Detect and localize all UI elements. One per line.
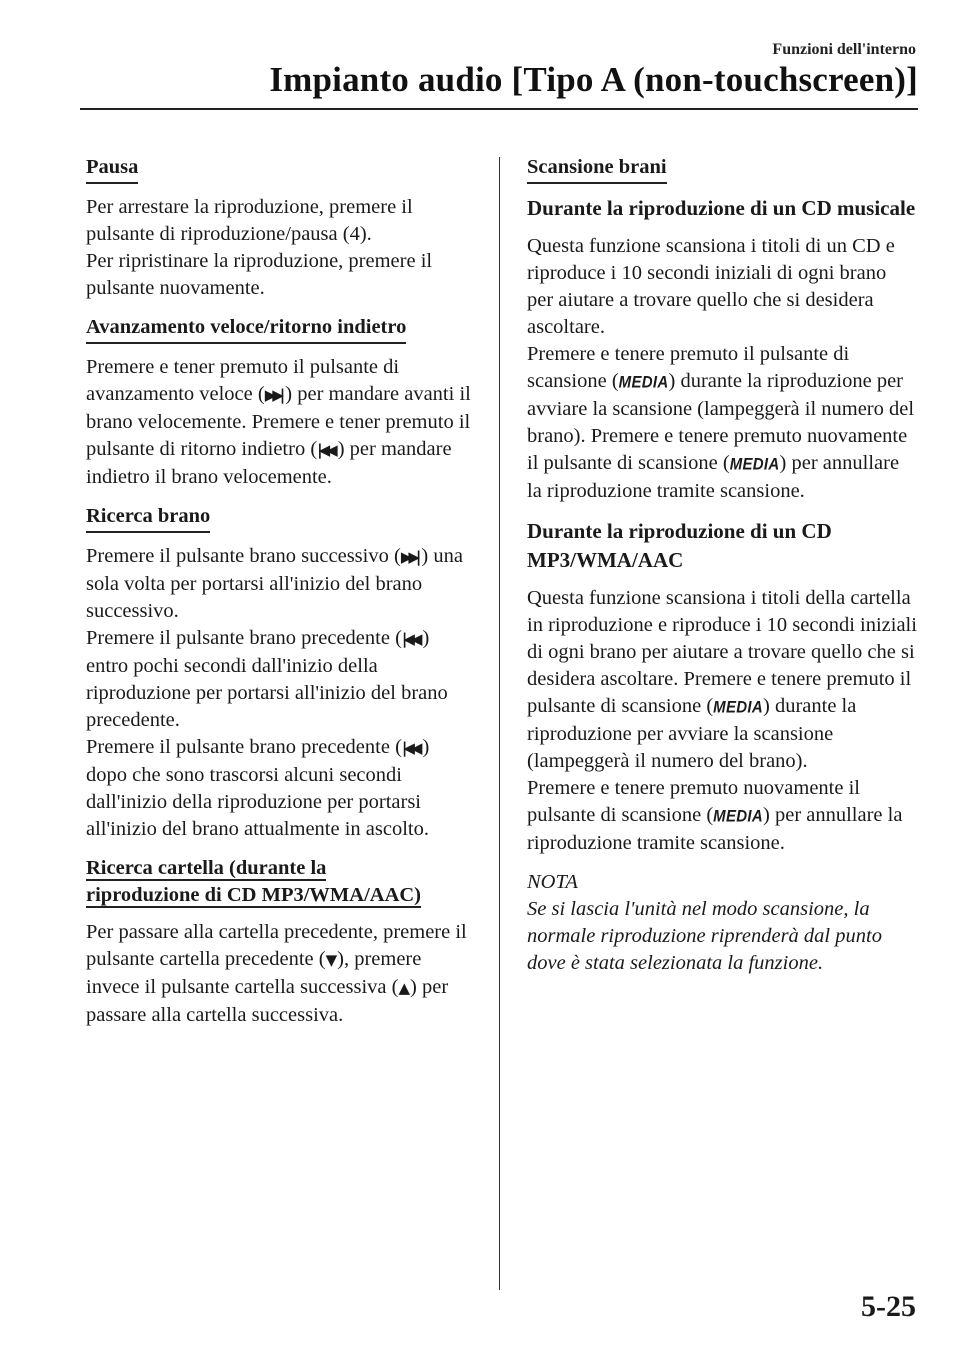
fast-forward-icon: ▶▶| <box>264 386 282 404</box>
scansione-mp3-text-2: Premere e tenere premuto nuovamente il pulsante di scansione (MEDIA) per annullare la riproduzione tramite scansione. <box>527 777 903 854</box>
subheading-cd-musicale: Durante la riproduzione di un CD musicale <box>527 196 916 220</box>
right-column <box>527 154 917 977</box>
heading-scansione-brani: Scansione brani <box>527 154 667 184</box>
folder-down-icon: ▼ <box>325 951 338 969</box>
scansione-cd-text-2: Premere e tenere premuto il pulsante di scansione (MEDIA) durante la riproduzione per avviare la scansione (lampeggerà il numero del brano). Premere e tenere premuto nuovamente il pulsante di scansione (MEDIA) per annullare la riproduzione tramite scansione. <box>527 343 915 502</box>
pausa-text-2: Per ripristinare la riproduzione, premere il pulsante nuovamente. <box>86 250 433 299</box>
heading-ricerca-brano: Ricerca brano <box>86 503 210 533</box>
header-rule <box>80 108 918 110</box>
pausa-text-1: Per arrestare la riproduzione, premere il pulsante di riproduzione/pausa (4). <box>86 196 413 245</box>
scansione-mp3-text-1: Questa funzione scansiona i titoli della cartella in riproduzione e riproduce i 10 secondi iniziali di ogni brano per aiutare a trovare quello che si desidera ascoltare. Premere e tenere premuto il pulsante di scansione (MEDIA) durante la riproduzione per avviare la scansione (lampeggerà il numero del brano). <box>527 587 917 772</box>
page-title: Impianto audio [Tipo A (non-touchscreen)] <box>269 60 918 99</box>
page-number: 5-25 <box>861 1290 916 1323</box>
previous-track-icon: |◀◀ <box>401 739 419 757</box>
column-divider <box>499 157 500 1290</box>
ricerca-cartella-text: Per passare alla cartella precedente, premere il pulsante cartella precedente (▼), premere invece il pulsante cartella successiva (▲) per passare alla cartella successiva. <box>86 921 467 1026</box>
folder-up-icon: ▲ <box>398 979 411 997</box>
scansione-cd-text-1: Questa funzione scansiona i titoli di un CD e riproduce i 10 secondi iniziali di ogni brano per aiutare a trovare quello che si desidera ascoltare. <box>527 235 895 338</box>
header-section-label: Funzioni dell'interno <box>772 41 916 58</box>
avanzamento-text: Premere e tener premuto il pulsante di avanzamento veloce (▶▶| ) per mandare avanti il brano velocemente. Premere e tener premuto il pulsante di ritorno indietro (|◀◀ ) per mandare indietro il brano velocemente. <box>86 356 471 488</box>
ricerca-brano-text-3: Premere il pulsante brano precedente (|◀◀ ) dopo che sono trascorsi alcuni secondi dall'inizio della riproduzione per portarsi all'inizio del brano attualmente in ascolto. <box>86 736 430 840</box>
previous-track-icon: |◀◀ <box>401 630 419 648</box>
ricerca-brano-text-1: Premere il pulsante brano successivo (▶▶| ) una sola volta per portarsi all'inizio del brano successivo. <box>86 545 463 622</box>
heading-pausa: Pausa <box>86 154 138 184</box>
heading-avanzamento: Avanzamento veloce/ritorno indietro <box>86 314 406 344</box>
media-icon: MEDIA <box>713 698 764 717</box>
rewind-icon: |◀◀ <box>317 441 334 459</box>
heading-ricerca-cartella: Ricerca cartella (durante la riproduzione di CD MP3/WMA/AAC) <box>86 857 422 906</box>
next-track-icon: ▶▶| <box>400 548 418 566</box>
media-icon: MEDIA <box>618 373 669 392</box>
subheading-cd-mp3: Durante la riproduzione di un CD MP3/WMA/AAC <box>527 519 832 572</box>
media-icon: MEDIA <box>713 807 764 826</box>
nota-text: Se si lascia l'unità nel modo scansione, la normale riproduzione riprenderà dal punto dove è stata selezionata la funzione. <box>527 898 882 974</box>
left-column <box>86 154 471 1029</box>
ricerca-brano-text-2: Premere il pulsante brano precedente (|◀◀ ) entro pochi secondi dall'inizio della riproduzione per portarsi all'inizio del brano precedente. <box>86 627 448 731</box>
nota-label: NOTA <box>527 871 578 893</box>
media-icon: MEDIA <box>729 455 780 474</box>
